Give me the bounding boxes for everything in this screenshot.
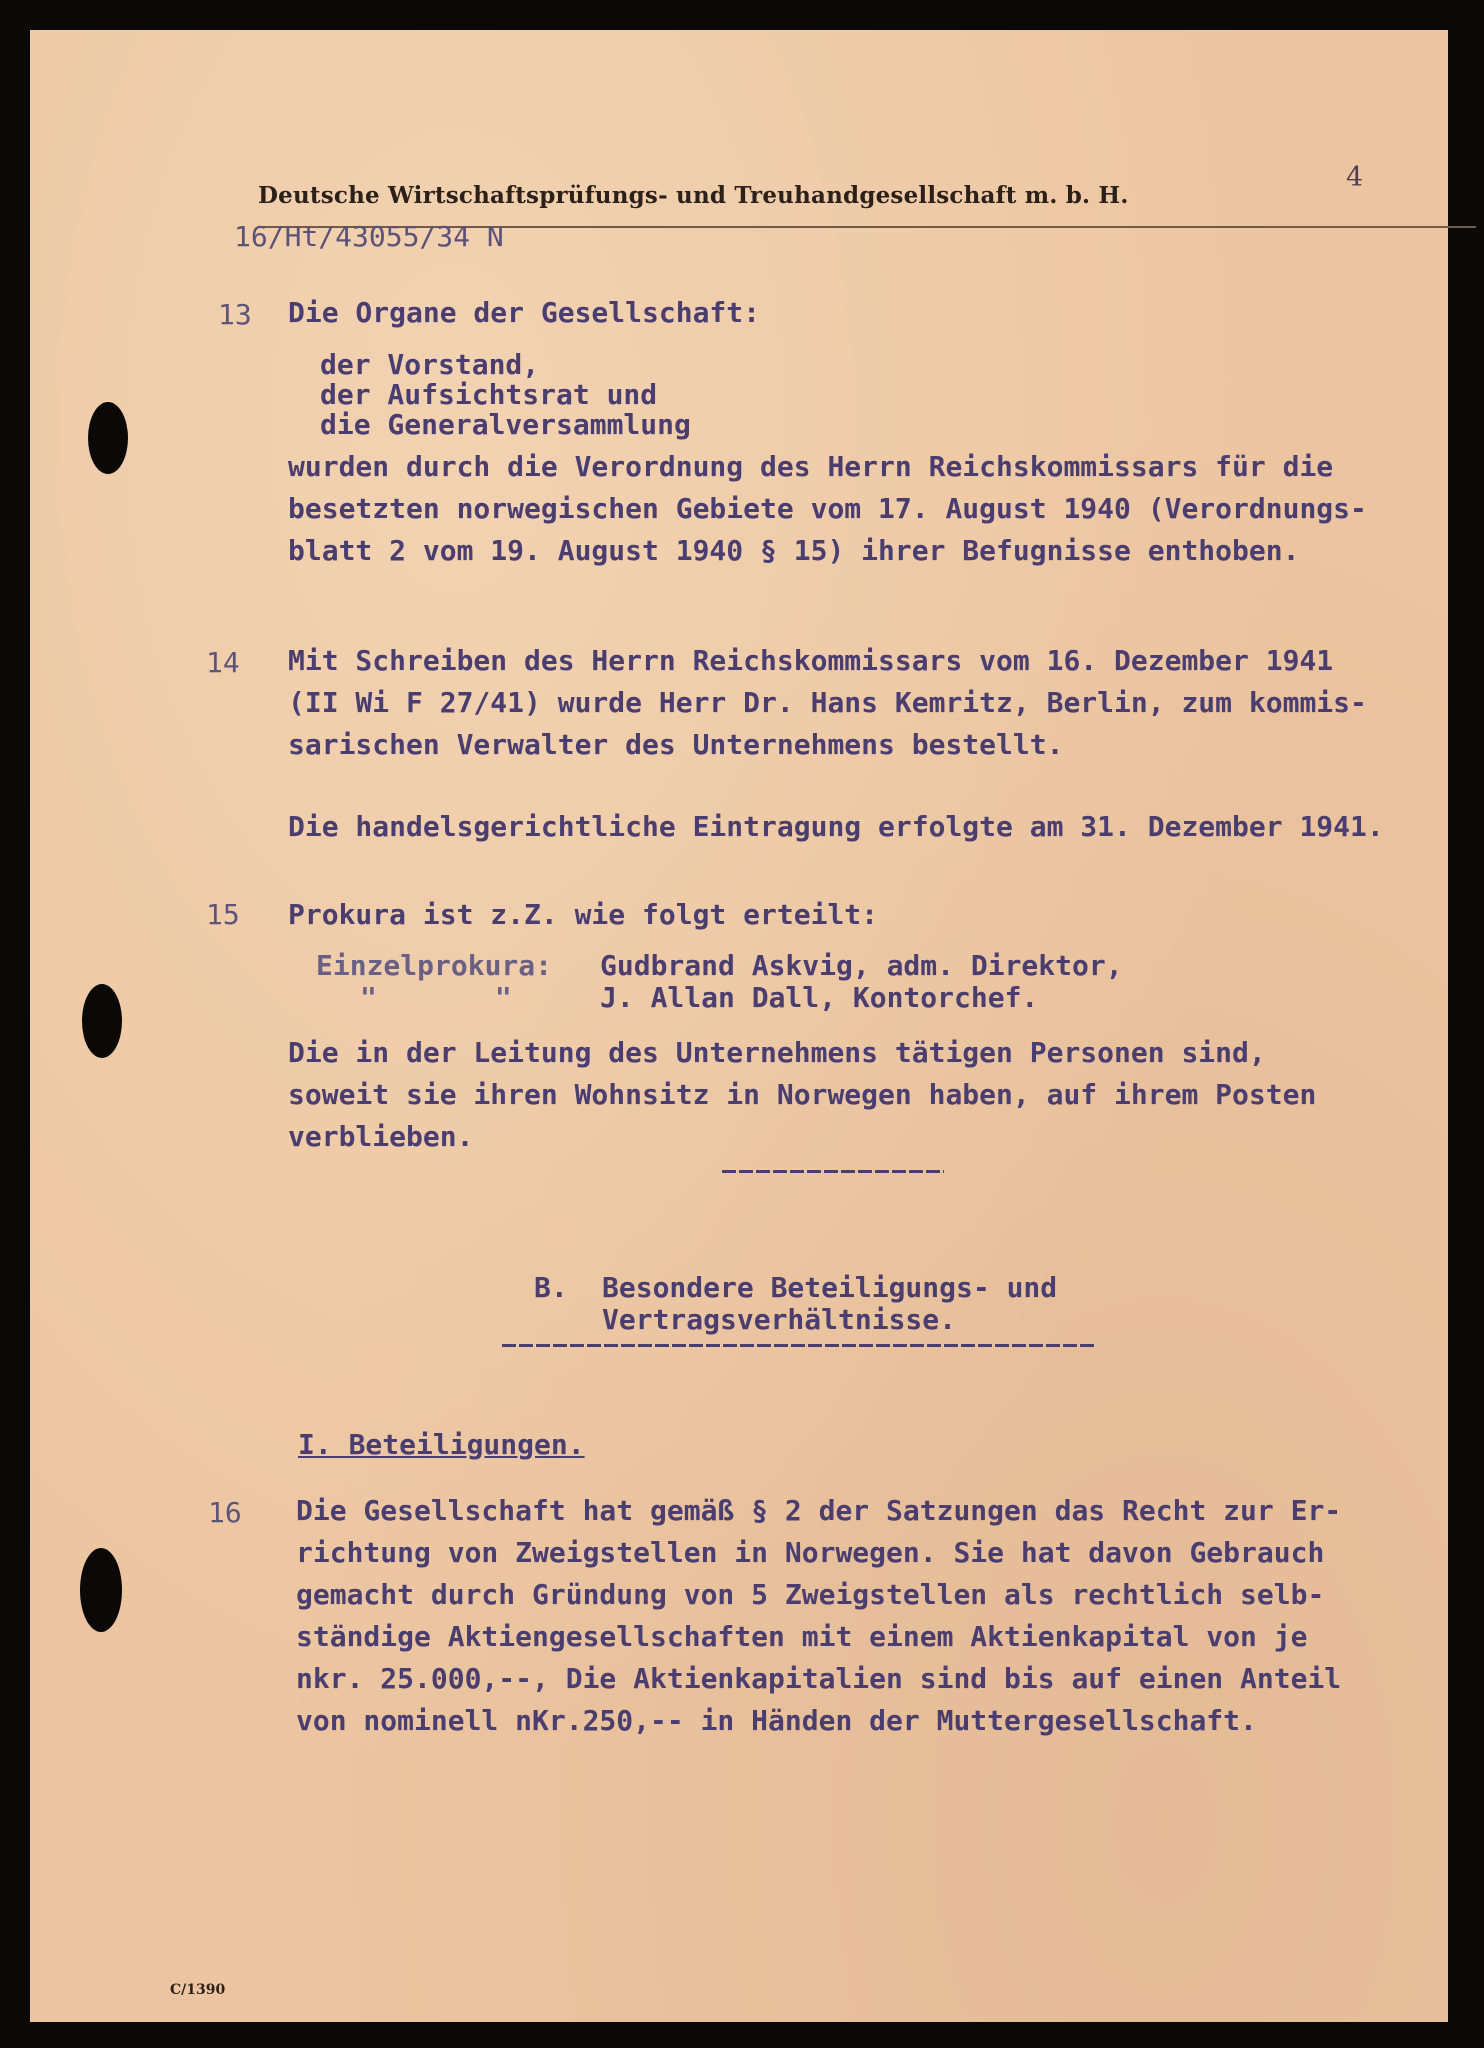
s15-text-line: Die in der Leitung des Unternehmens tätigen Personen sind, (288, 1036, 1266, 1069)
s15-text-line: verblieben. (288, 1120, 474, 1153)
prokura-holder: J. Allan Dall, Kontorchef. (600, 981, 1039, 1014)
s13-text-line: blatt 2 vom 19. August 1940 § 15) ihrer Befugnisse enthoben. (288, 534, 1300, 567)
form-number: C/1390 (170, 1982, 226, 1998)
s16-text-line: gemacht durch Gründung von 5 Zweigstellen als rechtlich selb- (296, 1578, 1325, 1611)
section-b-title: Vertragsverhältnisse. (602, 1303, 957, 1336)
paragraph-number-16: 16 (208, 1496, 242, 1529)
s16-text-line: nkr. 25.000,--, Die Aktienkapitalien sind bis auf einen Anteil (296, 1662, 1342, 1695)
s13-list-item: der Vorstand, (320, 348, 540, 381)
punch-hole-middle (82, 984, 122, 1058)
section-b-letter: B. (534, 1271, 568, 1304)
s16-text-line: Die Gesellschaft hat gemäß § 2 der Satzungen das Recht zur Er- (296, 1494, 1342, 1527)
s15-heading: Prokura ist z.Z. wie folgt erteilt: (288, 898, 879, 931)
section-b-title: Besondere Beteiligungs- und (602, 1271, 1058, 1304)
page-number: 4 (1346, 162, 1364, 193)
punch-hole-top (88, 402, 128, 474)
s16-text-line: richtung von Zweigstellen in Norwegen. Sie hat davon Gebrauch (296, 1536, 1325, 1569)
paragraph-number-14: 14 (206, 646, 240, 679)
prokura-label: Einzelprokura: (316, 949, 553, 982)
letterhead: Deutsche Wirtschaftsprüfungs- und Treuhandgesellschaft m. b. H. (258, 182, 1129, 209)
s14-text-line: sarischen Verwalter des Unternehmens bestellt. (288, 728, 1064, 761)
s13-list-item: der Aufsichtsrat und (320, 378, 658, 411)
prokura-holder: Gudbrand Askvig, adm. Direktor, (600, 949, 1123, 982)
paragraph-number-15: 15 (206, 898, 240, 931)
punch-hole-bottom (80, 1548, 122, 1632)
paragraph-number-13: 13 (218, 298, 252, 331)
s16-text-line: ständige Aktiengesellschaften mit einem Aktienkapital von je (296, 1620, 1308, 1653)
s13-heading: Die Organe der Gesellschaft: (288, 296, 761, 329)
s13-list-item: die Generalversammlung (320, 408, 691, 441)
s14-entry-line: Die handelsgerichtliche Eintragung erfolgte am 31. Dezember 1941. (288, 810, 1384, 843)
s13-text-line: besetzten norwegischen Gebiete vom 17. August 1940 (Verordnungs- (288, 492, 1367, 525)
section-separator (722, 1170, 944, 1173)
document-page (30, 30, 1448, 2022)
s13-text-line: wurden durch die Verordnung des Herrn Reichskommissars für die (288, 450, 1334, 483)
reference-number: 16/Ht/43055/34 N (234, 220, 504, 253)
s14-text-line: (II Wi F 27/41) wurde Herr Dr. Hans Kemritz, Berlin, zum kommis- (288, 686, 1367, 719)
section-b-underline (502, 1344, 1096, 1347)
s15-text-line: soweit sie ihren Wohnsitz in Norwegen haben, auf ihrem Posten (288, 1078, 1317, 1111)
s16-text-line: von nominell nKr.250,-- in Händen der Muttergesellschaft. (296, 1704, 1257, 1737)
ditto-marks: " " (360, 981, 512, 1014)
section-i-heading: I. Beteiligungen. (298, 1428, 585, 1461)
s14-text-line: Mit Schreiben des Herrn Reichskommissars vom 16. Dezember 1941 (288, 644, 1334, 677)
